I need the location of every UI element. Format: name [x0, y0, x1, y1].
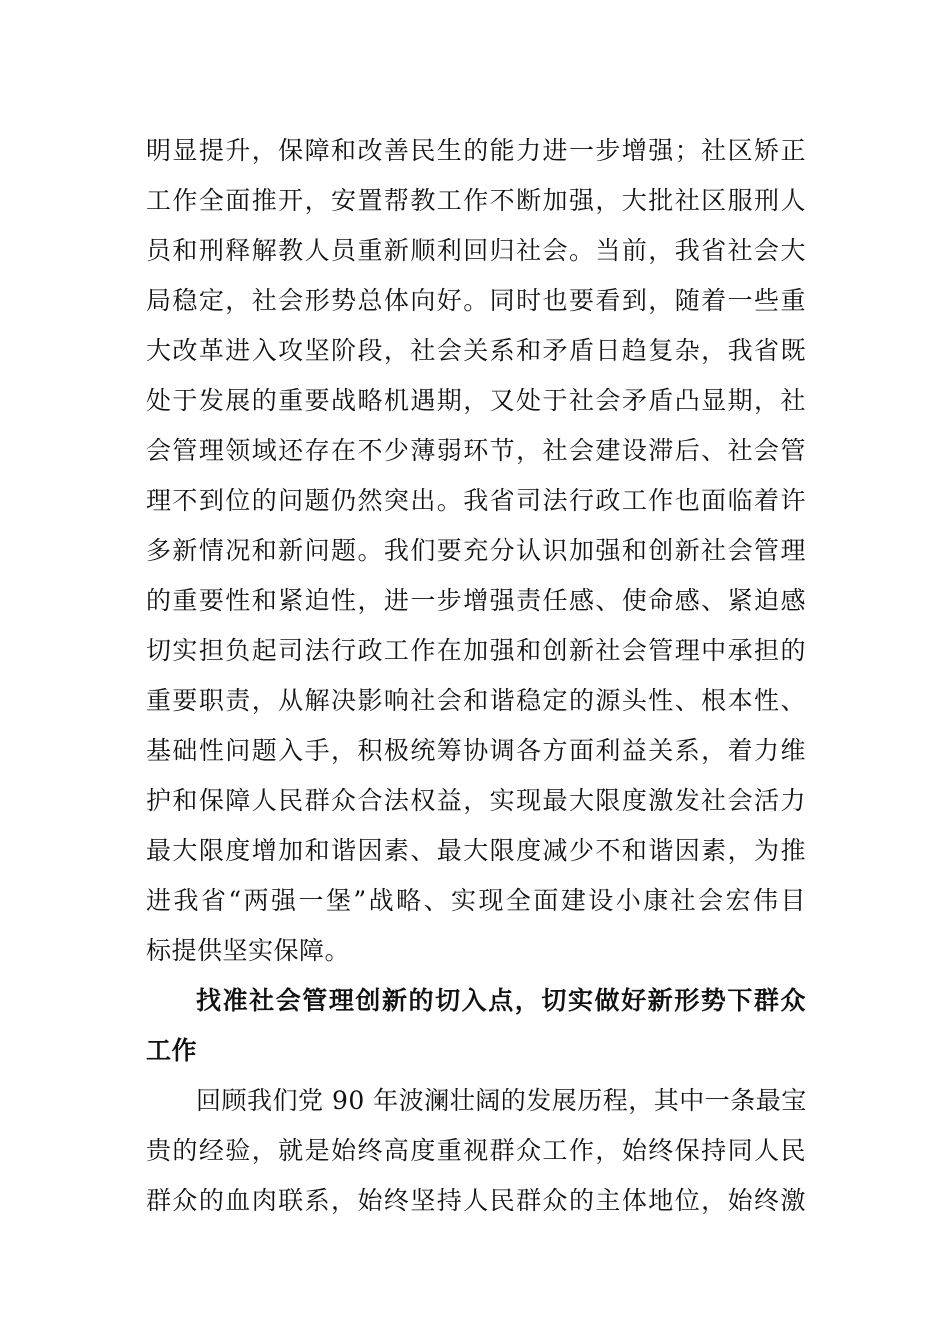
body-text-line: 会管理领域还存在不少薄弱环节，社会建设滞后、社会管: [146, 436, 806, 465]
body-text-line: 贵的经验，就是始终高度重视群众工作，始终保持同人民: [146, 1136, 806, 1165]
body-text-line: 基础性问题入手，积极统筹协调各方面利益关系，着力维: [146, 736, 806, 765]
body-text-line: 标提供坚实保障。: [146, 936, 351, 965]
body-text-line: 明显提升，保障和改善民生的能力进一步增强；社区矫正: [146, 136, 806, 165]
body-text-line: 进我省“两强一堡”战略、实现全面建设小康社会宏伟目: [146, 886, 806, 915]
body-text-line: 最大限度增加和谐因素、最大限度减少不和谐因素，为推: [146, 836, 806, 865]
body-text-line: 多新情况和新问题。我们要充分认识加强和创新社会管理: [146, 536, 806, 565]
section-heading: 找准社会管理创新的切入点，切实做好新形势下群众: [196, 986, 806, 1015]
body-text-line: 处于发展的重要战略机遇期，又处于社会矛盾凸显期，社: [146, 386, 806, 415]
body-text-line: 局稳定，社会形势总体向好。同时也要看到，随着一些重: [146, 286, 806, 315]
body-text-line: 回顾我们党 90 年波澜壮阔的发展历程，其中一条最宝: [196, 1086, 807, 1115]
body-text-line: 理不到位的问题仍然突出。我省司法行政工作也面临着许: [146, 486, 806, 515]
section-heading: 工作: [146, 1036, 198, 1065]
body-text-line: 护和保障人民群众合法权益，实现最大限度激发社会活力: [146, 786, 806, 815]
body-text-line: 切实担负起司法行政工作在加强和创新社会管理中承担的: [146, 636, 806, 665]
body-text-line: 大改革进入攻坚阶段，社会关系和矛盾日趋复杂，我省既: [146, 336, 806, 365]
body-text-line: 工作全面推开，安置帮教工作不断加强，大批社区服刑人: [146, 186, 806, 215]
body-text-line: 群众的血肉联系，始终坚持人民群众的主体地位，始终激: [146, 1186, 806, 1215]
body-text-line: 的重要性和紧迫性，进一步增强责任感、使命感、紧迫感: [146, 586, 806, 615]
body-text-line: 员和刑释解教人员重新顺利回归社会。当前，我省社会大: [146, 236, 806, 265]
body-text-line: 重要职责，从解决影响社会和谐稳定的源头性、根本性、: [146, 686, 806, 715]
